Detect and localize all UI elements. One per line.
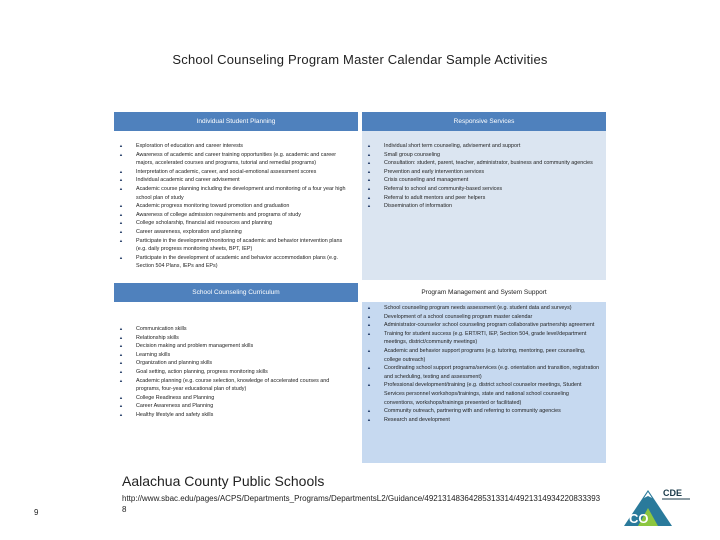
list-item: ▲ Academic planning (e.g. course selection, knowledge of accelerated courses and programs, four-year educational plan of study) [119, 377, 352, 394]
page-number: 9 [34, 508, 39, 517]
footer-organization: Aalachua County Public Schools [122, 473, 325, 489]
list-item: ▲ Interpretation of academic, career, and social-emotional assessment scores [119, 168, 352, 177]
list-item: ▲ Crisis counseling and management [367, 176, 600, 185]
list-item: ▲ Administrator-counselor school counseling program collaborative partnership agreement [367, 321, 600, 330]
list-item: ▲ Consultation: student, parent, teacher, administrator, business and community agencies [367, 159, 600, 168]
panel-header-individual: Individual Student Planning [114, 112, 358, 131]
list-item: ▲ Participate in the development of academic and behavior accommodation plans (e.g. Section 504 Plans, IEPs and EPs) [119, 254, 352, 271]
list-item: ▲ Academic and behavior support programs (e.g. tutoring, mentoring, peer counseling, college outreach) [367, 347, 600, 364]
list-item: ▲ Small group counseling [367, 151, 600, 160]
list-item: ▲ Exploration of education and career interests [119, 142, 352, 151]
list-item: ▲ College Readiness and Planning [119, 394, 352, 403]
list-item: ▲ Awareness of academic and career training opportunities (e.g. academic and career majors, accelerated courses and programs, tutorial and remedial programs) [119, 151, 352, 168]
list-item: ▲ Development of a school counseling program master calendar [367, 313, 600, 322]
list-item: ▲ Dissemination of information [367, 202, 600, 211]
list-item: ▲ Community outreach, partnering with and referring to community agencies [367, 407, 600, 416]
list-item: ▲ Career Awareness and Planning [119, 402, 352, 411]
list-item: ▲ Learning skills [119, 351, 352, 360]
list-item: ▲ Career awareness, exploration and planning [119, 228, 352, 237]
footer-url-link[interactable]: http://www.sbac.edu/pages/ACPS/Departments_Programs/DepartmentsL2/Guidance/49213148364285313314/49213149342208333938 [122, 494, 601, 514]
list-item: ▲ Organization and planning skills [119, 359, 352, 368]
list-item: ▲ School counseling program needs assessment (e.g. student data and surveys) [367, 304, 600, 313]
list-item: ▲ Participate in the development/monitoring of academic and behavior intervention plans (e.g. daily progress monitoring sheets, BPT, IEP) [119, 237, 352, 254]
list-item: ▲ Coordinating school support programs/services (e.g. orientation and transition, registration and scheduling, testing and assessment) [367, 364, 600, 381]
responsive-services-panel [362, 112, 606, 280]
list-item: ▲ Decision making and problem management skills [119, 342, 352, 351]
panel-body-management [362, 302, 606, 463]
slide-title: School Counseling Program Master Calendar Sample Activities [172, 52, 548, 67]
responsive-services-list [367, 142, 600, 211]
logo-co-text: CO [629, 511, 649, 526]
panel-body-individual [114, 131, 358, 280]
list-item: ▲ Professional development/training (e.g. district school counselor meetings, Student Services personnel workshops/trainings, state and national school counseling conventions, workshops/trainings presented or facilitated) [367, 381, 600, 407]
list-item: ▲ College scholarship, financial aid resources and planning [119, 219, 352, 228]
cde-colorado-logo [622, 482, 694, 528]
list-item: ▲ Training for student success (e.g. ERT/RTI, IEP, Section 504, grade level/department meetings, district/community meetings) [367, 330, 600, 347]
list-item: ▲ Academic progress monitoring toward promotion and graduation [119, 202, 352, 211]
list-item: ▲ Referral to school and community-based services [367, 185, 600, 194]
program-management-panel [362, 283, 606, 463]
list-item: ▲ Relationship skills [119, 334, 352, 343]
management-list [367, 304, 600, 424]
curriculum-list [119, 325, 352, 420]
individual-planning-list [119, 142, 352, 271]
list-item: ▲ Awareness of college admission requirements and programs of study [119, 211, 352, 220]
list-item: ▲ Academic course planning including the development and monitoring of a four year high school plan of study [119, 185, 352, 202]
school-counseling-curriculum-panel [114, 283, 358, 463]
list-item: ▲ Referral to adult mentors and peer helpers [367, 194, 600, 203]
logo-cde-text: CDE [663, 488, 683, 498]
list-item: ▲ Individual academic and career advisement [119, 176, 352, 185]
panel-body-responsive [362, 131, 606, 280]
panel-body-curriculum [114, 302, 358, 463]
list-item: ▲ Goal setting, action planning, progress monitoring skills [119, 368, 352, 377]
panel-header-management: Program Management and System Support [421, 289, 547, 296]
list-item: ▲ Healthy lifestyle and safety skills [119, 411, 352, 420]
panel-header-responsive: Responsive Services [362, 112, 606, 131]
list-item: ▲ Individual short term counseling, advisement and support [367, 142, 600, 151]
list-item: ▲ Research and development [367, 416, 600, 425]
list-item: ▲ Prevention and early intervention services [367, 168, 600, 177]
panel-header-curriculum: School Counseling Curriculum [114, 283, 358, 302]
individual-student-planning-panel [114, 112, 358, 280]
list-item: ▲ Communication skills [119, 325, 352, 334]
